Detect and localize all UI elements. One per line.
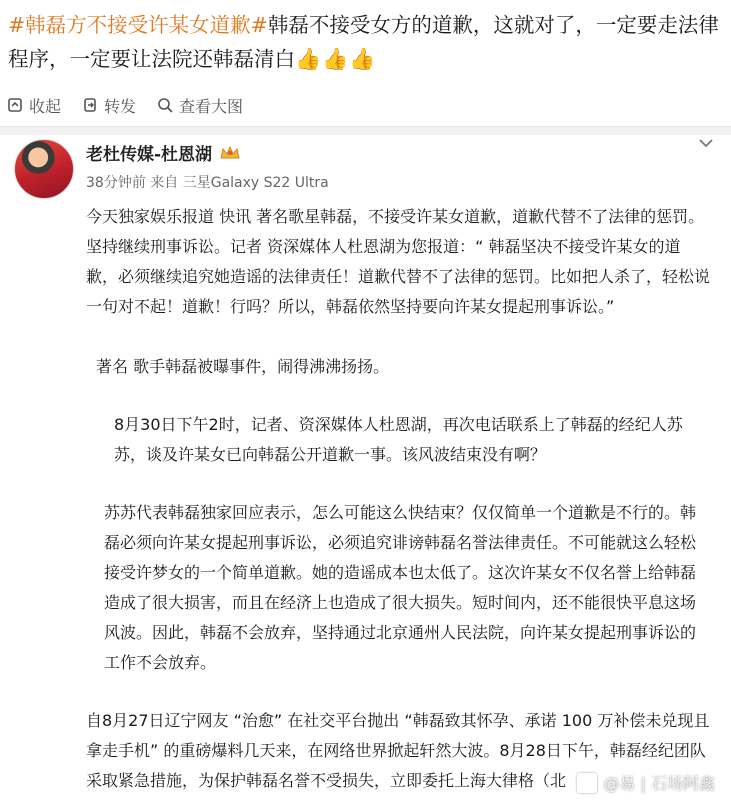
view-large-label: 查看大图	[179, 96, 244, 116]
repost-button[interactable]	[81, 94, 136, 117]
post-meta: 38分钟前 来自 三星Galaxy S22 Ultra	[86, 175, 329, 191]
paragraph: 著名 歌手韩磊被曝事件，闹得沸沸扬扬。	[96, 357, 390, 376]
repost-label: 转发	[104, 96, 137, 116]
thumbs-up-emoji: 👍👍👍	[295, 47, 377, 71]
paragraph: 苏苏代表韩磊独家回应表示，怎么可能这么快结束？仅仅简单一个道歉是不行的。韩磊必须向许某女提起刑事诉讼，必须追究诽谤韩磊名誉法律责任。不可能就这么轻松接受许梦女的一个简单道歉。她的造谣成本也太低了。这次许某女不仅名誉上给韩磊造成了很大损害，而且在经济上也造成了很大损失。短时间内，还不能很快平息这场风波。因此，韩磊不会放弃，坚持通过北京通州人民法院，向许某女提起刑事诉讼的工作不会放弃。	[104, 503, 697, 672]
avatar[interactable]	[14, 139, 74, 199]
collapse-label: 收起	[29, 96, 62, 116]
author-name[interactable]: 老杜传媒-杜恩湖	[86, 145, 213, 165]
hashtag-link[interactable]: #韩磊方不接受许某女道歉#	[8, 13, 268, 37]
post-headline	[8, 8, 726, 76]
chevron-down-icon	[698, 133, 714, 152]
post-body	[86, 202, 710, 796]
headline-text: 韩磊不接受女方的道歉，这就对了，一定要走法律程序，一定要让法院还韩磊清白	[8, 13, 719, 71]
collapse-button[interactable]	[6, 94, 61, 117]
paragraph: 今天独家娱乐报道 快讯 著名歌星韩磊，不接受许某女道歉，道歉代替不了法律的惩罚。坚持继续刑事诉讼。记者 资深媒体人杜恩湖为您报道：“ 韩磊坚决不接受许某女的道歉，必须继续追究她造谣的法律责任！道歉代替不了法律的惩罚。比如把人杀了，轻松说一句对不起！道歉！行吗？所以，韩磊依然坚持要向许某女提起刑事诉讼。”	[86, 207, 711, 316]
more-button[interactable]	[691, 134, 721, 150]
repost-icon	[81, 96, 99, 114]
watermark	[577, 771, 715, 794]
weibo-post	[0, 134, 731, 802]
paragraph: 自8月27日辽宁网友 “治愈” 在社交平台抛出 “韩磊致其怀孕、承诺 100 万补偿未兑现且拿走手机” 的重磅爆料几天来，在网络世界掀起轩然大波。8月28日下午，韩磊经纪团队采取紧急措施，为保护韩磊名誉不受损失，立即委托上海大律格（北	[86, 711, 710, 790]
watermark-logo-icon	[577, 773, 597, 793]
magnify-icon	[156, 96, 174, 114]
author-row	[86, 140, 242, 165]
paragraph: 8月30日下午2时，记者、资深媒体人杜恩湖，再次电话联系上了韩磊的经纪人苏苏，谈及许某女已向韩磊公开道歉一事。该风波结束没有啊？	[114, 415, 683, 464]
view-large-button[interactable]	[156, 94, 243, 117]
action-bar	[0, 88, 731, 122]
collapse-icon	[6, 96, 24, 114]
watermark-text: @易 | 石场阿鑫	[603, 774, 715, 793]
crown-icon	[218, 144, 242, 162]
